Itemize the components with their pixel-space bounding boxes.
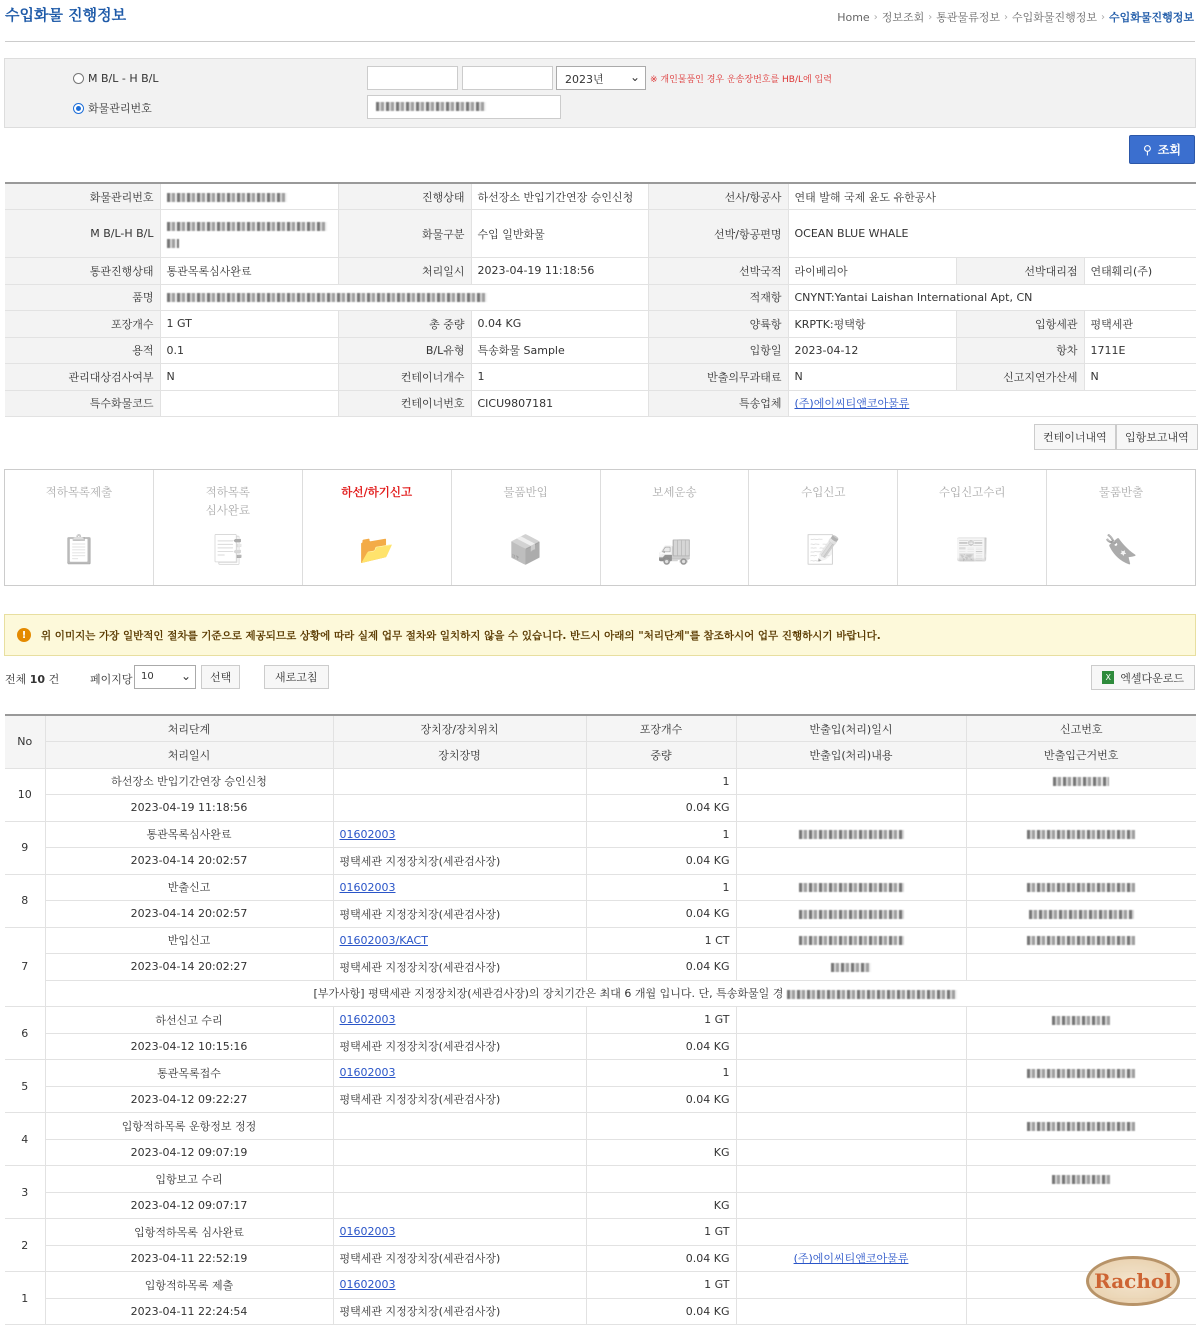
- header-divider: [5, 41, 1195, 42]
- redacted-value: [799, 910, 904, 919]
- inout-content: [736, 1139, 966, 1166]
- year-select-value: 2023년: [565, 73, 604, 86]
- info-label: 특송업체: [648, 390, 788, 417]
- process-step: 입항보고 수리: [45, 1166, 333, 1193]
- process-steps: [4, 469, 1196, 586]
- breadcrumb: [837, 9, 1194, 25]
- total-label: 전체: [5, 673, 27, 686]
- info-value: N: [788, 364, 956, 391]
- row-number: 8: [5, 874, 45, 927]
- redacted-value: [1052, 1175, 1110, 1184]
- info-value: 평택세관: [1084, 311, 1196, 338]
- truck-icon: 🚚: [657, 532, 692, 566]
- watermark-logo: Rachol: [1086, 1256, 1180, 1306]
- redacted-value: [1029, 910, 1134, 919]
- inout-datetime: [736, 768, 966, 795]
- storage-location[interactable]: [333, 874, 586, 901]
- info-value: CICU9807181: [471, 390, 648, 417]
- redacted-value: [1027, 1069, 1135, 1078]
- storage-name: 평택세관 지정장치장(세관검사장): [333, 1033, 586, 1060]
- storage-location-link[interactable]: 01602003: [339, 827, 396, 841]
- col-header: 중량: [586, 742, 736, 769]
- col-header: 포장개수: [586, 715, 736, 742]
- redacted-value: [799, 883, 904, 892]
- info-label: 항차: [956, 337, 1084, 364]
- package-count: 1 GT: [586, 1219, 736, 1246]
- inout-content: [736, 1192, 966, 1219]
- storage-location[interactable]: [333, 927, 586, 954]
- info-value: 연태훼리(주): [1084, 258, 1196, 285]
- info-label: 통관진행상태: [5, 258, 160, 285]
- info-label: 총 중량: [338, 311, 471, 338]
- step-import-acceptance[interactable]: [898, 470, 1047, 585]
- storage-location[interactable]: [333, 1007, 586, 1034]
- step-label: 하선/하기신고: [341, 485, 413, 499]
- process-datetime: 2023-04-12 09:07:17: [45, 1192, 333, 1219]
- redacted-value: [799, 830, 904, 839]
- weight: KG: [586, 1192, 736, 1219]
- cargo-info-table: [5, 182, 1196, 417]
- col-header: 장치장/장치위치: [333, 715, 586, 742]
- storage-location-link[interactable]: 01602003: [339, 1225, 396, 1239]
- redacted-value: [1027, 1122, 1135, 1131]
- info-value: [788, 390, 1196, 417]
- storage-name: 평택세관 지정장치장(세관검사장): [333, 1086, 586, 1113]
- inout-content[interactable]: [736, 1245, 966, 1272]
- cargo-number-input[interactable]: [367, 95, 561, 119]
- inout-datetime: [736, 1219, 966, 1246]
- package-count: 1: [586, 874, 736, 901]
- weight: 0.04 KG: [586, 901, 736, 928]
- per-page-label: 페이지당: [90, 673, 133, 686]
- info-value: 하선장소 반입기간연장 승인신청: [471, 183, 648, 210]
- package-count: 1: [586, 768, 736, 795]
- process-step: 통관목록심사완료: [45, 821, 333, 848]
- declaration-number: [966, 1060, 1196, 1087]
- radio-cargo-label: 화물관리번호: [88, 102, 152, 115]
- info-label: 선박/항공편명: [648, 210, 788, 258]
- search-icon: ⚲: [1143, 142, 1152, 157]
- redacted-value: [831, 963, 871, 972]
- refresh-button[interactable]: 새로고침: [264, 665, 329, 689]
- weight: 0.04 KG: [586, 1033, 736, 1060]
- info-value: [160, 284, 648, 311]
- info-value: [160, 183, 338, 210]
- arrival-report-button[interactable]: 입항보고내역: [1116, 424, 1198, 450]
- weight: 0.04 KG: [586, 1245, 736, 1272]
- basis-number: [966, 1086, 1196, 1113]
- breadcrumb-logistics[interactable]: 통관물류정보: [936, 11, 1000, 24]
- storage-location: [333, 1166, 586, 1193]
- row-number: 5: [5, 1060, 45, 1113]
- storage-location[interactable]: [333, 1060, 586, 1087]
- inout-datetime: [736, 1272, 966, 1299]
- search-button[interactable]: [1129, 135, 1195, 164]
- process-step: 반출신고: [45, 874, 333, 901]
- basis-number: [966, 795, 1196, 822]
- info-label: 컨테이너번호: [338, 390, 471, 417]
- additional-note-text: [부가사항] 평택세관 지정장치장(세관검사장)의 장치기간은 최대 6 개월 입니다. 단, 특송화물일 경: [313, 987, 784, 1001]
- inout-datetime: [736, 1060, 966, 1087]
- warning-icon: !: [17, 628, 31, 642]
- inout-content: [736, 795, 966, 822]
- storage-name: 평택세관 지정장치장(세관검사장): [333, 954, 586, 981]
- declaration-number: [966, 874, 1196, 901]
- step-label: 적하목록제출: [45, 485, 113, 499]
- col-header: 처리단계: [45, 715, 333, 742]
- storage-location: [333, 768, 586, 795]
- step-label: 적하목록 심사완료: [205, 485, 251, 517]
- process-datetime: 2023-04-12 09:22:27: [45, 1086, 333, 1113]
- storage-location-link[interactable]: 01602003: [339, 1013, 396, 1027]
- info-value: [160, 210, 338, 258]
- package-count: [586, 1166, 736, 1193]
- info-label: 용적: [5, 337, 160, 364]
- info-label: 처리일시: [338, 258, 471, 285]
- info-label: B/L유형: [338, 337, 471, 364]
- breadcrumb-current: 수입화물진행정보: [1108, 11, 1194, 24]
- step-goods-carry-in[interactable]: [452, 470, 601, 585]
- storage-name: [333, 1192, 586, 1219]
- notice-banner: [4, 614, 1196, 656]
- declaration-number: [966, 1007, 1196, 1034]
- storage-name: 평택세관 지정장치장(세관검사장): [333, 901, 586, 928]
- inout-datetime: [736, 821, 966, 848]
- process-step: 반입신고: [45, 927, 333, 954]
- weight: 0.04 KG: [586, 954, 736, 981]
- storage-location-link[interactable]: 01602003: [339, 880, 396, 894]
- row-number: 6: [5, 1007, 45, 1060]
- info-value: 2023-04-19 11:18:56: [471, 258, 648, 285]
- inout-content: [736, 954, 966, 981]
- info-label: 컨테이너개수: [338, 364, 471, 391]
- process-datetime: 2023-04-12 09:07:19: [45, 1139, 333, 1166]
- basis-number: [966, 1298, 1196, 1325]
- total-unit: 건: [48, 673, 60, 686]
- info-value: 라이베리아: [788, 258, 956, 285]
- row-number: 2: [5, 1219, 45, 1272]
- col-header: 처리일시: [45, 742, 333, 769]
- package-count: 1: [586, 821, 736, 848]
- storage-location-link[interactable]: 01602003: [339, 1066, 396, 1080]
- info-label: 양륙항: [648, 311, 788, 338]
- courier-link[interactable]: (주)에이씨티앤코아물류: [794, 397, 910, 411]
- history-table: [5, 714, 1196, 1325]
- declaration-number: [966, 1166, 1196, 1193]
- row-number: 1: [5, 1272, 45, 1325]
- col-header: 장치장명: [333, 742, 586, 769]
- process-step: 입항적하목록 제출: [45, 1272, 333, 1299]
- col-header: 반출입(처리)내용: [736, 742, 966, 769]
- select-button[interactable]: 선택: [201, 665, 240, 689]
- excel-download-label: 엑셀다운로드: [1120, 671, 1184, 685]
- info-label: 선박대리점: [956, 258, 1084, 285]
- radio-icon: [73, 73, 84, 84]
- chevron-right-icon: ›: [928, 11, 933, 23]
- row-number: 9: [5, 821, 45, 874]
- inout-datetime: [736, 927, 966, 954]
- process-step: 통관목록접수: [45, 1060, 333, 1087]
- info-value: 연태 발해 국제 윤도 유한공사: [788, 183, 1196, 210]
- page-title: 수입화물 진행정보: [5, 6, 127, 24]
- step-label: 수입신고수리: [938, 485, 1006, 499]
- step-manifest-review[interactable]: [154, 470, 303, 585]
- additional-note: [45, 980, 1196, 1007]
- radio-mbl-label: M B/L - H B/L: [88, 72, 159, 85]
- info-label: M B/L-H B/L: [5, 210, 160, 258]
- step-bonded-transport[interactable]: [601, 470, 750, 585]
- info-value: N: [1084, 364, 1196, 391]
- package-count: 1 GT: [586, 1007, 736, 1034]
- info-value: 0.04 KG: [471, 311, 648, 338]
- redacted-value: [376, 102, 486, 111]
- storage-name: 평택세관 지정장치장(세관검사장): [333, 1298, 586, 1325]
- storage-name: 평택세관 지정장치장(세관검사장): [333, 848, 586, 875]
- redacted-value: [1052, 1016, 1110, 1025]
- process-datetime: 2023-04-19 11:18:56: [45, 795, 333, 822]
- step-label: 보세운송: [652, 485, 697, 499]
- declaration-number: [966, 1113, 1196, 1140]
- weight: 0.04 KG: [586, 1086, 736, 1113]
- storage-location[interactable]: [333, 1219, 586, 1246]
- declaration-number: [966, 821, 1196, 848]
- info-label: 진행상태: [338, 183, 471, 210]
- document-pen-icon: 📝: [805, 532, 841, 566]
- redacted-value: [799, 936, 904, 945]
- process-datetime: 2023-04-14 20:02:57: [45, 901, 333, 928]
- clipboard-icon: 📋: [61, 532, 97, 566]
- folder-pen-icon: 📂: [359, 532, 395, 566]
- package-count: [586, 1113, 736, 1140]
- step-import-declaration[interactable]: [749, 470, 898, 585]
- basis-number: [966, 1192, 1196, 1219]
- inout-content-link[interactable]: (주)에이씨티앤코아물류: [793, 1252, 909, 1266]
- info-label: 입항일: [648, 337, 788, 364]
- basis-number: [966, 954, 1196, 981]
- storage-location[interactable]: [333, 1272, 586, 1299]
- info-value: 통관목록심사완료: [160, 258, 338, 285]
- info-label: 반출의무과태료: [648, 364, 788, 391]
- redacted-value: [787, 990, 957, 999]
- chevron-right-icon: ›: [1100, 11, 1105, 23]
- info-value: 특송화물 Sample: [471, 337, 648, 364]
- step-manifest-submit[interactable]: [5, 470, 154, 585]
- info-value: 1: [471, 364, 648, 391]
- declaration-number: [966, 768, 1196, 795]
- approved-document-icon: 📰: [954, 532, 990, 566]
- storage-name: [333, 1139, 586, 1166]
- redacted-value: [1053, 777, 1109, 786]
- info-label: 관리대상검사여부: [5, 364, 160, 391]
- mbl-input[interactable]: [367, 66, 458, 90]
- hbl-note: ※ 개인물품인 경우 운송장번호를 HB/L에 입력: [650, 75, 832, 85]
- chevron-right-icon: ›: [873, 11, 878, 23]
- storage-location-link[interactable]: 01602003/KACT: [339, 933, 428, 947]
- row-number: 10: [5, 768, 45, 821]
- inout-content: [736, 848, 966, 875]
- search-button-label: 조회: [1157, 143, 1181, 157]
- info-label: 특수화물코드: [5, 390, 160, 417]
- process-datetime: 2023-04-14 20:02:27: [45, 954, 333, 981]
- breadcrumb-info[interactable]: 정보조회: [881, 11, 925, 24]
- package-count: 1 GT: [586, 1272, 736, 1299]
- step-label: 수입신고: [801, 485, 846, 499]
- info-value: 0.1: [160, 337, 338, 364]
- declaration-number: [966, 927, 1196, 954]
- info-value: 2023-04-12: [788, 337, 956, 364]
- stamp-icon: 📑: [210, 532, 246, 566]
- excel-icon: X: [1102, 671, 1114, 684]
- per-page-value: 10: [141, 671, 154, 682]
- info-label: 품명: [5, 284, 160, 311]
- redacted-value: [1027, 830, 1135, 839]
- radio-selected-icon: [73, 103, 84, 114]
- inout-datetime: [736, 1007, 966, 1034]
- info-label: 선사/항공사: [648, 183, 788, 210]
- info-label: 포장개수: [5, 311, 160, 338]
- inout-content: [736, 1033, 966, 1060]
- storage-name: 평택세관 지정장치장(세관검사장): [333, 1245, 586, 1272]
- redacted-value: [1027, 936, 1135, 945]
- info-label: 화물관리번호: [5, 183, 160, 210]
- storage-location[interactable]: [333, 821, 586, 848]
- radio-mbl-hbl[interactable]: [73, 72, 158, 85]
- process-step: 하선장소 반입기간연장 승인신청: [45, 768, 333, 795]
- hbl-input[interactable]: [462, 66, 553, 90]
- process-datetime: 2023-04-11 22:24:54: [45, 1298, 333, 1325]
- breadcrumb-home[interactable]: Home: [837, 10, 870, 24]
- info-label: 선박국적: [648, 258, 788, 285]
- chevron-right-icon: ›: [1003, 11, 1008, 23]
- info-value: 수입 일반화물: [471, 210, 648, 258]
- inout-datetime: [736, 1166, 966, 1193]
- info-label: 입항세관: [956, 311, 1084, 338]
- step-label: 물품반입: [503, 485, 548, 499]
- package-count: 1 CT: [586, 927, 736, 954]
- col-header: No: [5, 715, 45, 768]
- col-header: 반출입근거번호: [966, 742, 1196, 769]
- info-label: 적재항: [648, 284, 788, 311]
- release-icon: 🔖: [1103, 532, 1139, 566]
- process-step: 입항적하목록 심사완료: [45, 1219, 333, 1246]
- step-unloading-report[interactable]: [303, 470, 452, 585]
- basis-number: [966, 1033, 1196, 1060]
- total-number: 10: [29, 673, 46, 686]
- per-page-select[interactable]: [134, 665, 196, 689]
- info-label: 화물구분: [338, 210, 471, 258]
- info-value: N: [160, 364, 338, 391]
- storage-location: [333, 1113, 586, 1140]
- box-icon: 📦: [508, 532, 543, 566]
- redacted-value: [1027, 883, 1135, 892]
- info-value: OCEAN BLUE WHALE: [788, 210, 1196, 258]
- weight: 0.04 KG: [586, 848, 736, 875]
- info-value: [160, 390, 338, 417]
- storage-name: [333, 795, 586, 822]
- process-step: 입항적하목록 운항정보 정정: [45, 1113, 333, 1140]
- col-header: 반출입(처리)일시: [736, 715, 966, 742]
- year-select[interactable]: [556, 66, 646, 90]
- info-label: 신고지연가산세: [956, 364, 1084, 391]
- chevron-down-icon: ⌄: [180, 669, 191, 683]
- info-value: CNYNT:Yantai Laishan International Apt, CN: [788, 284, 1196, 311]
- container-history-button[interactable]: 컨테이너내역: [1034, 424, 1116, 450]
- declaration-number: [966, 1219, 1196, 1246]
- package-count: 1: [586, 1060, 736, 1087]
- row-number: 4: [5, 1113, 45, 1166]
- row-number: 3: [5, 1166, 45, 1219]
- step-label: 물품반출: [1098, 485, 1144, 499]
- inout-content: [736, 1298, 966, 1325]
- excel-download-button[interactable]: [1091, 665, 1195, 690]
- inout-datetime: [736, 1113, 966, 1140]
- notice-text: 위 이미지는 가장 일반적인 절차를 기준으로 제공되므로 상황에 따라 실제 업무 절차와 일치하지 않을 수 있습니다. 반드시 아래의 "처리단계"를 참조하시어 업무 진행하시기 바랍니다.: [41, 629, 881, 642]
- radio-cargo-number[interactable]: [73, 100, 152, 116]
- basis-number: [966, 1139, 1196, 1166]
- col-header: 신고번호: [966, 715, 1196, 742]
- chevron-down-icon: ⌄: [629, 70, 640, 84]
- info-value: KRPTK:평택항: [788, 311, 956, 338]
- step-goods-release[interactable]: [1047, 470, 1195, 585]
- process-datetime: 2023-04-14 20:02:57: [45, 848, 333, 875]
- weight: KG: [586, 1139, 736, 1166]
- inout-content: [736, 1086, 966, 1113]
- inout-datetime: [736, 874, 966, 901]
- info-value: 1711E: [1084, 337, 1196, 364]
- process-datetime: 2023-04-11 22:52:19: [45, 1245, 333, 1272]
- process-step: 하선신고 수리: [45, 1007, 333, 1034]
- basis-number: [966, 848, 1196, 875]
- inout-content: [736, 901, 966, 928]
- storage-location-link[interactable]: 01602003: [339, 1278, 396, 1292]
- row-number: 7: [5, 927, 45, 1007]
- breadcrumb-import[interactable]: 수입화물진행정보: [1011, 11, 1097, 24]
- process-datetime: 2023-04-12 10:15:16: [45, 1033, 333, 1060]
- info-value: 1 GT: [160, 311, 338, 338]
- weight: 0.04 KG: [586, 1298, 736, 1325]
- weight: 0.04 KG: [586, 795, 736, 822]
- basis-number: [966, 901, 1196, 928]
- total-count: [5, 671, 59, 687]
